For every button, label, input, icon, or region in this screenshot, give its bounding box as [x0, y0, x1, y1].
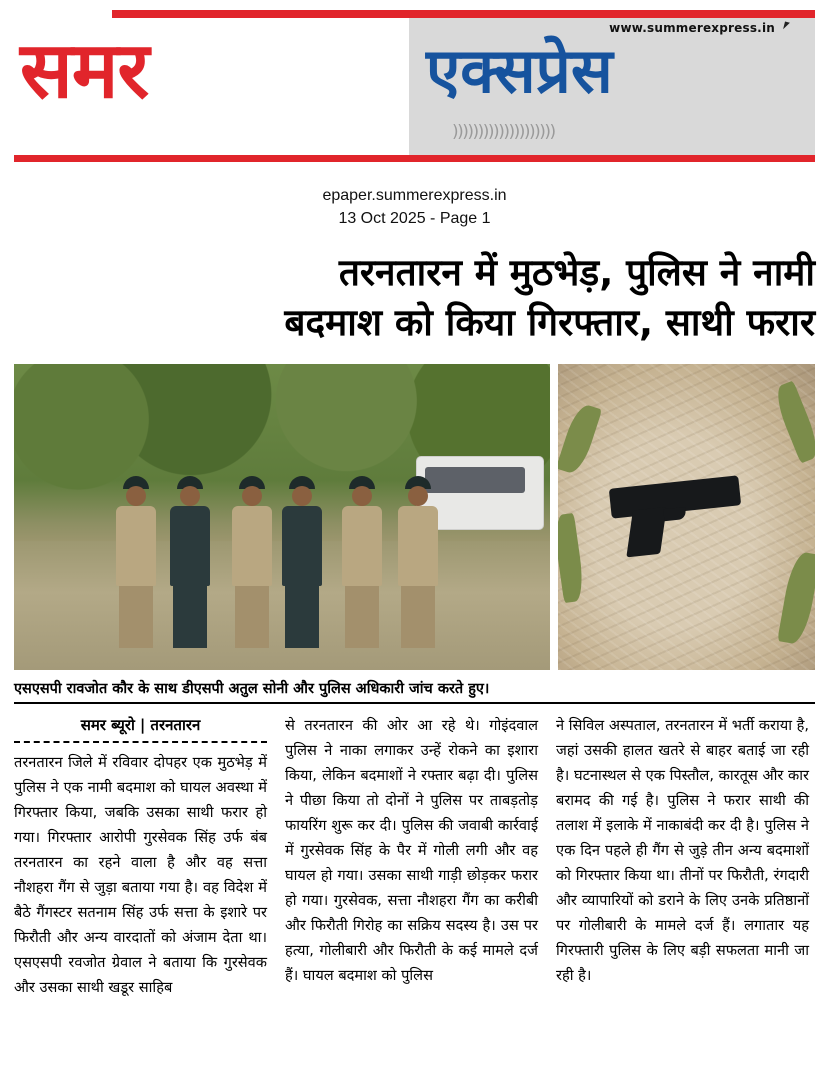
article-paragraph: से तरनतारन की ओर आ रहे थे। गोइंदवाल पुलिस ने नाका लगाकर उन्हें रोकने का इशारा किया, लेकिन बदमाशों ने रफ्तार बढ़ा दी। पुलिस ने पीछा किया तो दोनों ने पुलिस पर ताबड़तोड़ फायरिंग शुरू कर दी। पुलिस की जवाबी कार्रवाई में गुरसेवक सिंह के पैर में गोली लगी और वह घायल हो गया। उसका साथी गाड़ी छोड़कर फरार हो गया। गुरसेवक, सत्ता नौशहरा गैंग का करीबी और फिरौती गिरोह का सक्रिय सदस्य है। उस पर हत्या, गोलीबारी और फिरौती के कई मामले दर्ज हैं। घायल बदमाश को पुलिस	[285, 717, 538, 984]
byline-separator: |	[139, 716, 146, 734]
photo-person	[110, 476, 162, 648]
headline-line-1: तरनतारन में मुठभेड़, पुलिस ने नामी	[338, 251, 815, 294]
photo-caption: एसएसपी रावजोत कौर के साथ डीएसपी अतुल सोनी और पुलिस अधिकारी जांच करते हुए।	[14, 678, 815, 704]
masthead-website-url: www.summerexpress.in	[609, 21, 775, 35]
masthead-logo-secondary: एक्सप्रेस	[426, 34, 613, 107]
photo-person	[276, 476, 328, 648]
photo-person	[392, 476, 444, 648]
byline-divider	[14, 741, 267, 743]
masthead-dot-ornament: ))))))))))))))))))))	[452, 122, 555, 142]
photo-recovered-pistol	[558, 364, 815, 670]
byline-place: तरनतारन	[150, 716, 201, 734]
article-column-1	[14, 713, 267, 1000]
masthead-top-rule	[112, 10, 815, 18]
byline	[14, 713, 267, 738]
article-column-3	[556, 713, 809, 1000]
photo-person	[336, 476, 388, 648]
article-column-2	[285, 713, 538, 1000]
masthead-bottom-rule	[14, 155, 815, 162]
photo-person	[226, 476, 278, 648]
epaper-site: epaper.summerexpress.in	[322, 187, 507, 204]
masthead	[14, 10, 815, 162]
article-headline	[14, 248, 815, 348]
photo-police-officers	[14, 364, 550, 670]
epaper-info	[0, 184, 829, 230]
headline-line-2: बदमाश को किया गिरफ्तार, साथी फरार	[284, 301, 815, 344]
article-paragraph: तरनतारन जिले में रविवार दोपहर एक मुठभेड़ में पुलिस ने एक नामी बदमाश को घायल अवस्था में गिरफ्तार किया, जबकि उसका साथी फरार हो गया। गिरफ्तार आरोपी गुरसेवक सिंह उर्फ बंब तरनतारन का रहने वाला है और वह सत्ता नौशहरा गैंग से जुड़ा बताया गया है। वह विदेश में बैठे गैंगस्टर सतनाम सिंह उर्फ सत्ता के इशारे पर फिरौती और अन्य वारदातों को अंजाम देता था। एसएसपी रवजोत ग्रेवाल ने बताया कि गुरसेवक और उसका साथी खडूर साहिब	[14, 754, 267, 996]
photo-person	[164, 476, 216, 648]
masthead-logo-primary: समर	[20, 26, 149, 116]
article-paragraph: ने सिविल अस्पताल, तरनतारन में भर्ती कराया है, जहां उसकी हालत खतरे से बाहर बताई जा रही है। घटनास्थल से एक पिस्तौल, कारतूस और कार बरामद की गई है। पुलिस ने फरार साथी की तलाश में इलाके में नाकाबंदी कर दी है। पुलिस ने एक दिन पहले ही गैंग से जुड़े तीन अन्य बदमाशों को गिरफ्तार किया था। तीनों पर फिरौती, रंगदारी और व्यापारियों को डराने के लिए उनके प्रतिष्ठानों पर गोलीबारी के मामले दर्ज हैं। लगातार यह गिरफ्तारी पुलिस के लिए बड़ी सफलता मानी जा रही है।	[556, 717, 809, 984]
article-body	[14, 713, 815, 1000]
epaper-issue-date: 13 Oct 2025 - Page 1	[338, 210, 491, 227]
photo-row	[14, 364, 815, 670]
byline-source: समर ब्यूरो	[80, 716, 135, 734]
